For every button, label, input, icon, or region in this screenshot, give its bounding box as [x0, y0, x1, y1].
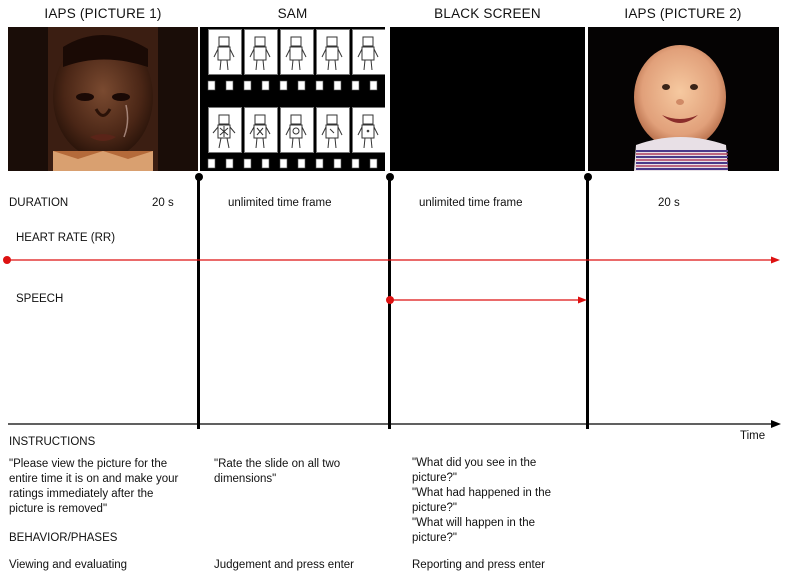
instruction-question: "What will happen in the picture?" [412, 517, 535, 544]
time-axis-label: Time [740, 430, 766, 442]
behavior-sam: Judgement and press enter [214, 559, 355, 571]
black-screen-panel [390, 27, 585, 171]
sam-rating-scale-image [200, 27, 385, 171]
instructions-iaps-1: "Please view the picture for the entire time it is on and make your ratings immediately after the picture is removed" [9, 458, 179, 515]
header-iaps-picture-2: IAPS (PICTURE 2) [624, 6, 742, 21]
behavior-black-screen: Reporting and press enter [412, 559, 545, 571]
header-black-screen: BLACK SCREEN [434, 6, 541, 21]
iaps-picture-1-image [8, 27, 198, 171]
instructions-sam: "Rate the slide on all two dimensions" [214, 458, 341, 485]
crying-child-photo [8, 27, 198, 171]
instructions-heading: INSTRUCTIONS [9, 436, 96, 448]
instruction-question: "What did you see in the picture?" [412, 457, 537, 484]
instruction-question: "What had happened in the picture?" [412, 487, 551, 514]
speech-label: SPEECH [16, 293, 64, 305]
phase-marker-dot [386, 173, 394, 181]
phase-marker-dot [584, 173, 592, 181]
duration-label: DURATION [9, 197, 69, 209]
behavior-iaps-1: Viewing and evaluating [9, 559, 128, 571]
heart-rate-label: HEART RATE (RR) [16, 232, 116, 244]
header-sam: SAM [277, 6, 308, 21]
heart-rate-timeline-arrow [0, 254, 794, 268]
iaps-picture-2-image [588, 27, 779, 171]
phase-marker-dot [195, 173, 203, 181]
time-axis-arrow [0, 418, 794, 432]
header-iaps-picture-1: IAPS (PICTURE 1) [44, 6, 162, 21]
phase-divider-line [197, 176, 200, 429]
sam-manikin-figures [200, 27, 385, 171]
duration-sam: unlimited time frame [228, 197, 332, 209]
behavior-phases-heading: BEHAVIOR/PHASES [9, 532, 118, 544]
duration-iaps-1: 20 s [152, 197, 174, 209]
duration-black-screen: unlimited time frame [419, 197, 523, 209]
smiling-baby-photo [588, 27, 779, 171]
speech-timeline-arrow [384, 294, 590, 308]
duration-iaps-2: 20 s [658, 197, 680, 209]
instructions-black-screen [412, 456, 572, 546]
